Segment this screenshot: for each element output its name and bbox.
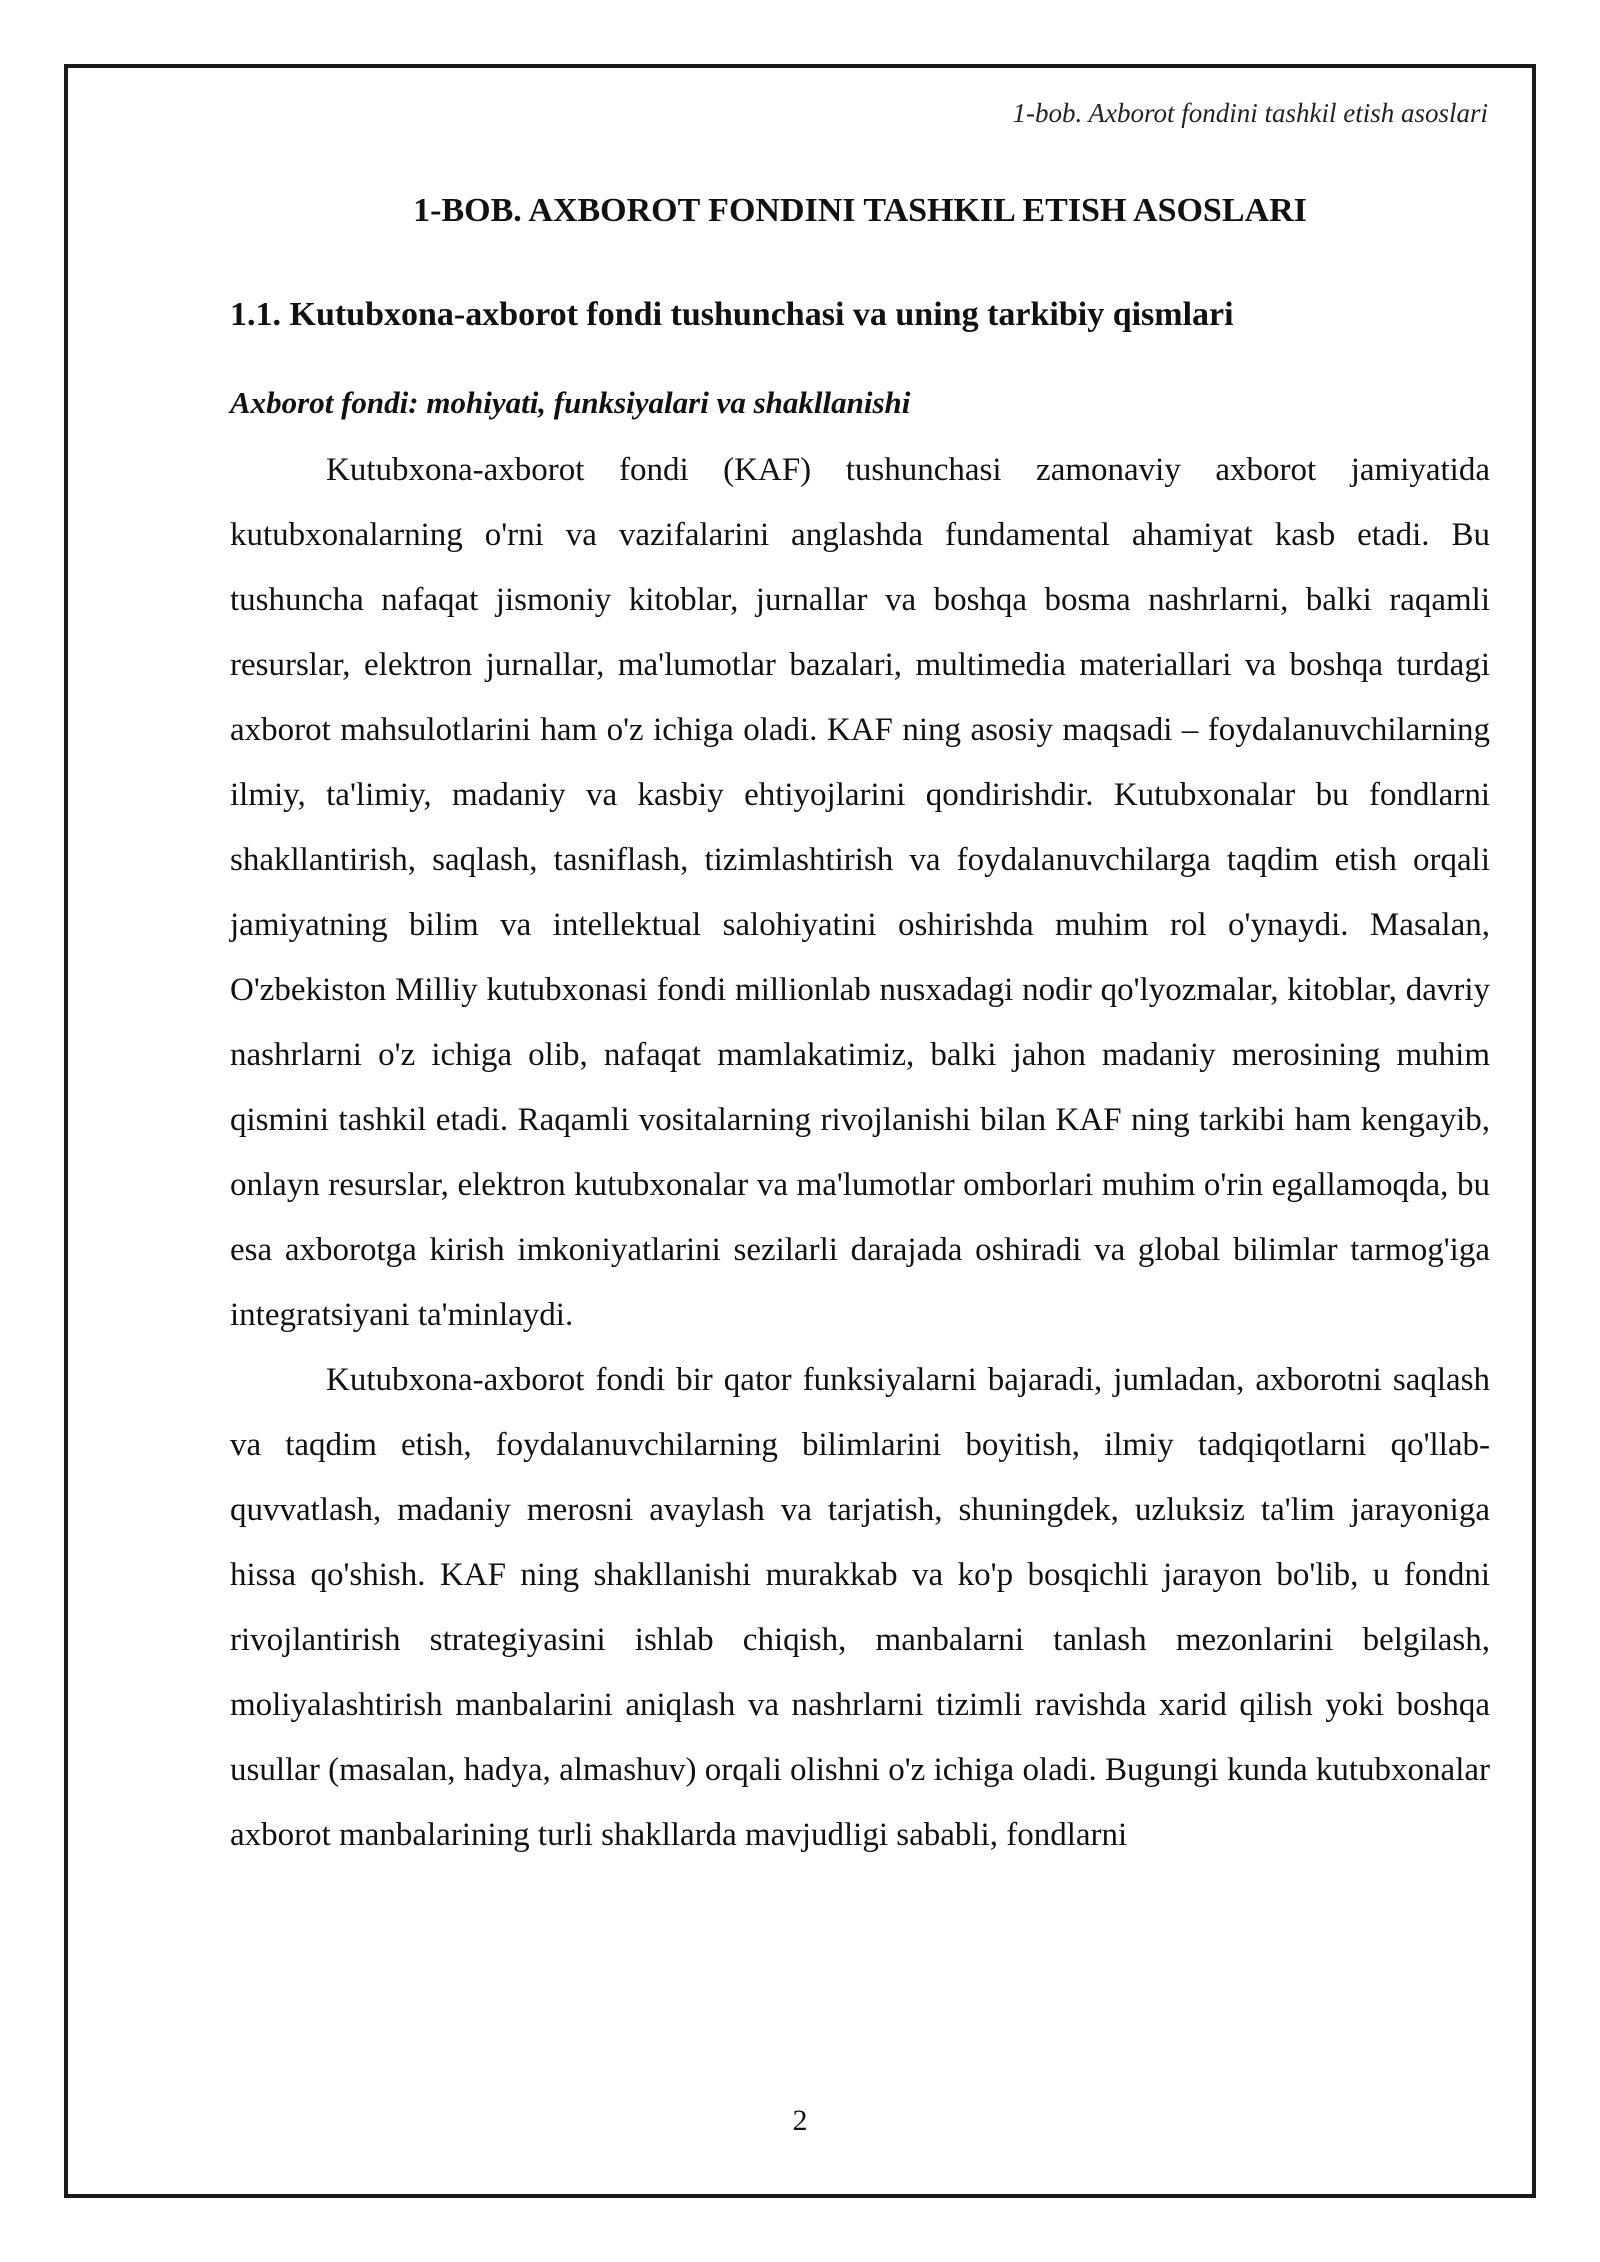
running-header: 1-bob. Axborot fondini tashkil etish asoslari — [1012, 98, 1488, 128]
section-title: 1.1. Kutubxona-axborot fondi tushunchasi va uning tarkibiy qismlari — [230, 296, 1234, 333]
page-number: 2 — [792, 2104, 808, 2137]
body-paragraph: Kutubxona-axborot fondi (KAF) tushunchasi zamonaviy axborot jamiyatida kutubxonalarning o'rni va vazifalarini anglashda fundamental ahamiyat kasb etadi. Bu tushuncha nafaqat jismoniy kitoblar, jurnallar va boshqa bosma nashrlarni, balki raqamli resurslar, elektron jurnallar, ma'lumotlar bazalari, multimedia materiallari va boshqa turdagi axborot mahsulotlarini ham o'z ichiga oladi. KAF ning asosiy maqsadi – foydalanuvchilarning ilmiy, ta'limiy, madaniy va kasbiy ehtiyojlarini qondirishdir. Kutubxonalar bu fondlarni shakllantirish, saqlash, tasniflash, tizimlashtirish va foydalanuvchilarga taqdim etish orqali jamiyatning bilim va intellektual salohiyatini oshirishda muhim rol o'ynaydi. Masalan, O'zbekiston Milliy kutubxonasi fondi millionlab nusxadagi nodir qo'lyozmalar, kitoblar, davriy nashrlarni o'z ichiga olib, nafaqat mamlakatimiz, balki jahon madaniy merosining muhim qismini tashkil etadi. Raqamli vositalarning rivojlanishi bilan KAF ning tarkibi ham kengayib, onlayn resurslar, elektron kutubxonalar va ma'lumotlar omborlari muhim o'rin egallamoqda, bu esa axborotga kirish imkoniyatlarini sezilarli darajada oshiradi va global bilimlar tarmog'iga integratsiyani ta'minlaydi. — [230, 452, 1490, 1333]
subsection-title: Axborot fondi: mohiyati, funksiyalari va shakllanishi — [230, 385, 911, 420]
body-paragraph: Kutubxona-axborot fondi bir qator funksiyalarni bajaradi, jumladan, axborotni saqlash va taqdim etish, foydalanuvchilarning bilimlarini boyitish, ilmiy tadqiqotlarni qo'llab-quvvatlash, madaniy merosni avaylash va tarjatish, shuningdek, uzluksiz ta'lim jarayoniga hissa qo'shish. KAF ning shakllanishi murakkab va ko'p bosqichli jarayon bo'lib, u fondni rivojlantirish strategiyasini ishlab chiqish, manbalarni tanlash mezonlarini belgilash, moliyalashtirish manbalarini aniqlash va nashrlarni tizimli ravishda xarid qilish yoki boshqa usullar (masalan, hadya, almashuv) orqali olishni o'z ichiga oladi. Bugungi kunda kutubxonalar axborot manbalarining turli shakllarda mavjudligi sababli, fondlarni — [230, 1362, 1490, 1853]
chapter-title: 1-BOB. AXBOROT FONDINI TASHKIL ETISH ASOSLARI — [413, 192, 1307, 229]
document-body — [230, 186, 1490, 1868]
